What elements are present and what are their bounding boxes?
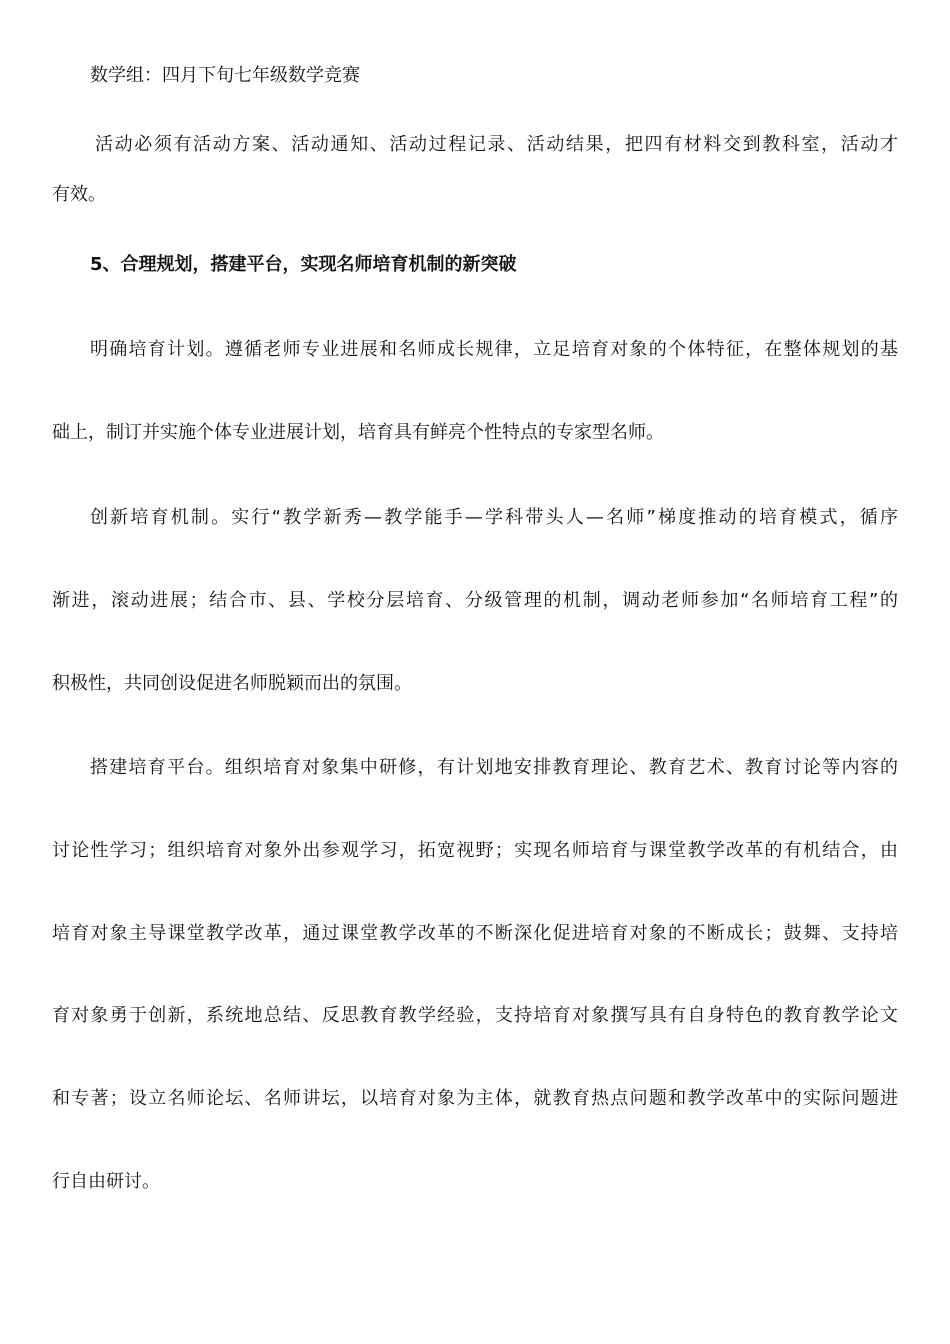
platform-paragraph-line-4: 育对象勇于创新，系统地总结、反思教育教学经验，支持培育对象撰写具有自身特色的教育教学论文 xyxy=(52,1005,898,1026)
mechanism-paragraph-line-1: 创新培育机制。实行“教学新秀—教学能手—学科带头人—名师”梯度推动的培育模式，循序 xyxy=(90,507,898,528)
section-5-heading: 5、合理规划，搭建平台，实现名师培育机制的新突破 xyxy=(90,254,517,275)
platform-paragraph-line-2: 讨论性学习；组织培育对象外出参观学习，拓宽视野；实现名师培育与课堂教学改革的有机结合，由 xyxy=(52,840,898,861)
activity-requirement-line-1: 活动必须有活动方案、活动通知、活动过程记录、活动结果，把四有材料交到教科室，活动才 xyxy=(95,134,898,155)
plan-paragraph-line-2: 础上，制订并实施个体专业进展计划，培育具有鲜亮个性特点的专家型名师。 xyxy=(52,422,664,443)
activity-requirement-line-2: 有效。 xyxy=(52,184,106,205)
mechanism-paragraph-line-2: 渐进，滚动进展；结合市、县、学校分层培育、分级管理的机制，调动老师参加“名师培育工程”的 xyxy=(52,590,898,611)
platform-paragraph-line-1: 搭建培育平台。组织培育对象集中研修，有计划地安排教育理论、教育艺术、教育讨论等内容的 xyxy=(90,757,898,778)
mechanism-paragraph-line-3: 积极性，共同创设促进名师脱颖而出的氛围。 xyxy=(52,673,412,694)
platform-paragraph-line-6: 行自由研讨。 xyxy=(52,1171,160,1192)
math-group-line: 数学组：四月下旬七年级数学竞赛 xyxy=(90,65,360,86)
platform-paragraph-line-5: 和专著；设立名师论坛、名师讲坛，以培育对象为主体，就教育热点问题和教学改革中的实际问题进 xyxy=(52,1088,898,1109)
platform-paragraph-line-3: 培育对象主导课堂教学改革，通过课堂教学改革的不断深化促进培育对象的不断成长；鼓舞、支持培 xyxy=(52,923,898,944)
plan-paragraph-line-1: 明确培育计划。遵循老师专业进展和名师成长规律，立足培育对象的个体特征，在整体规划的基 xyxy=(90,339,898,360)
